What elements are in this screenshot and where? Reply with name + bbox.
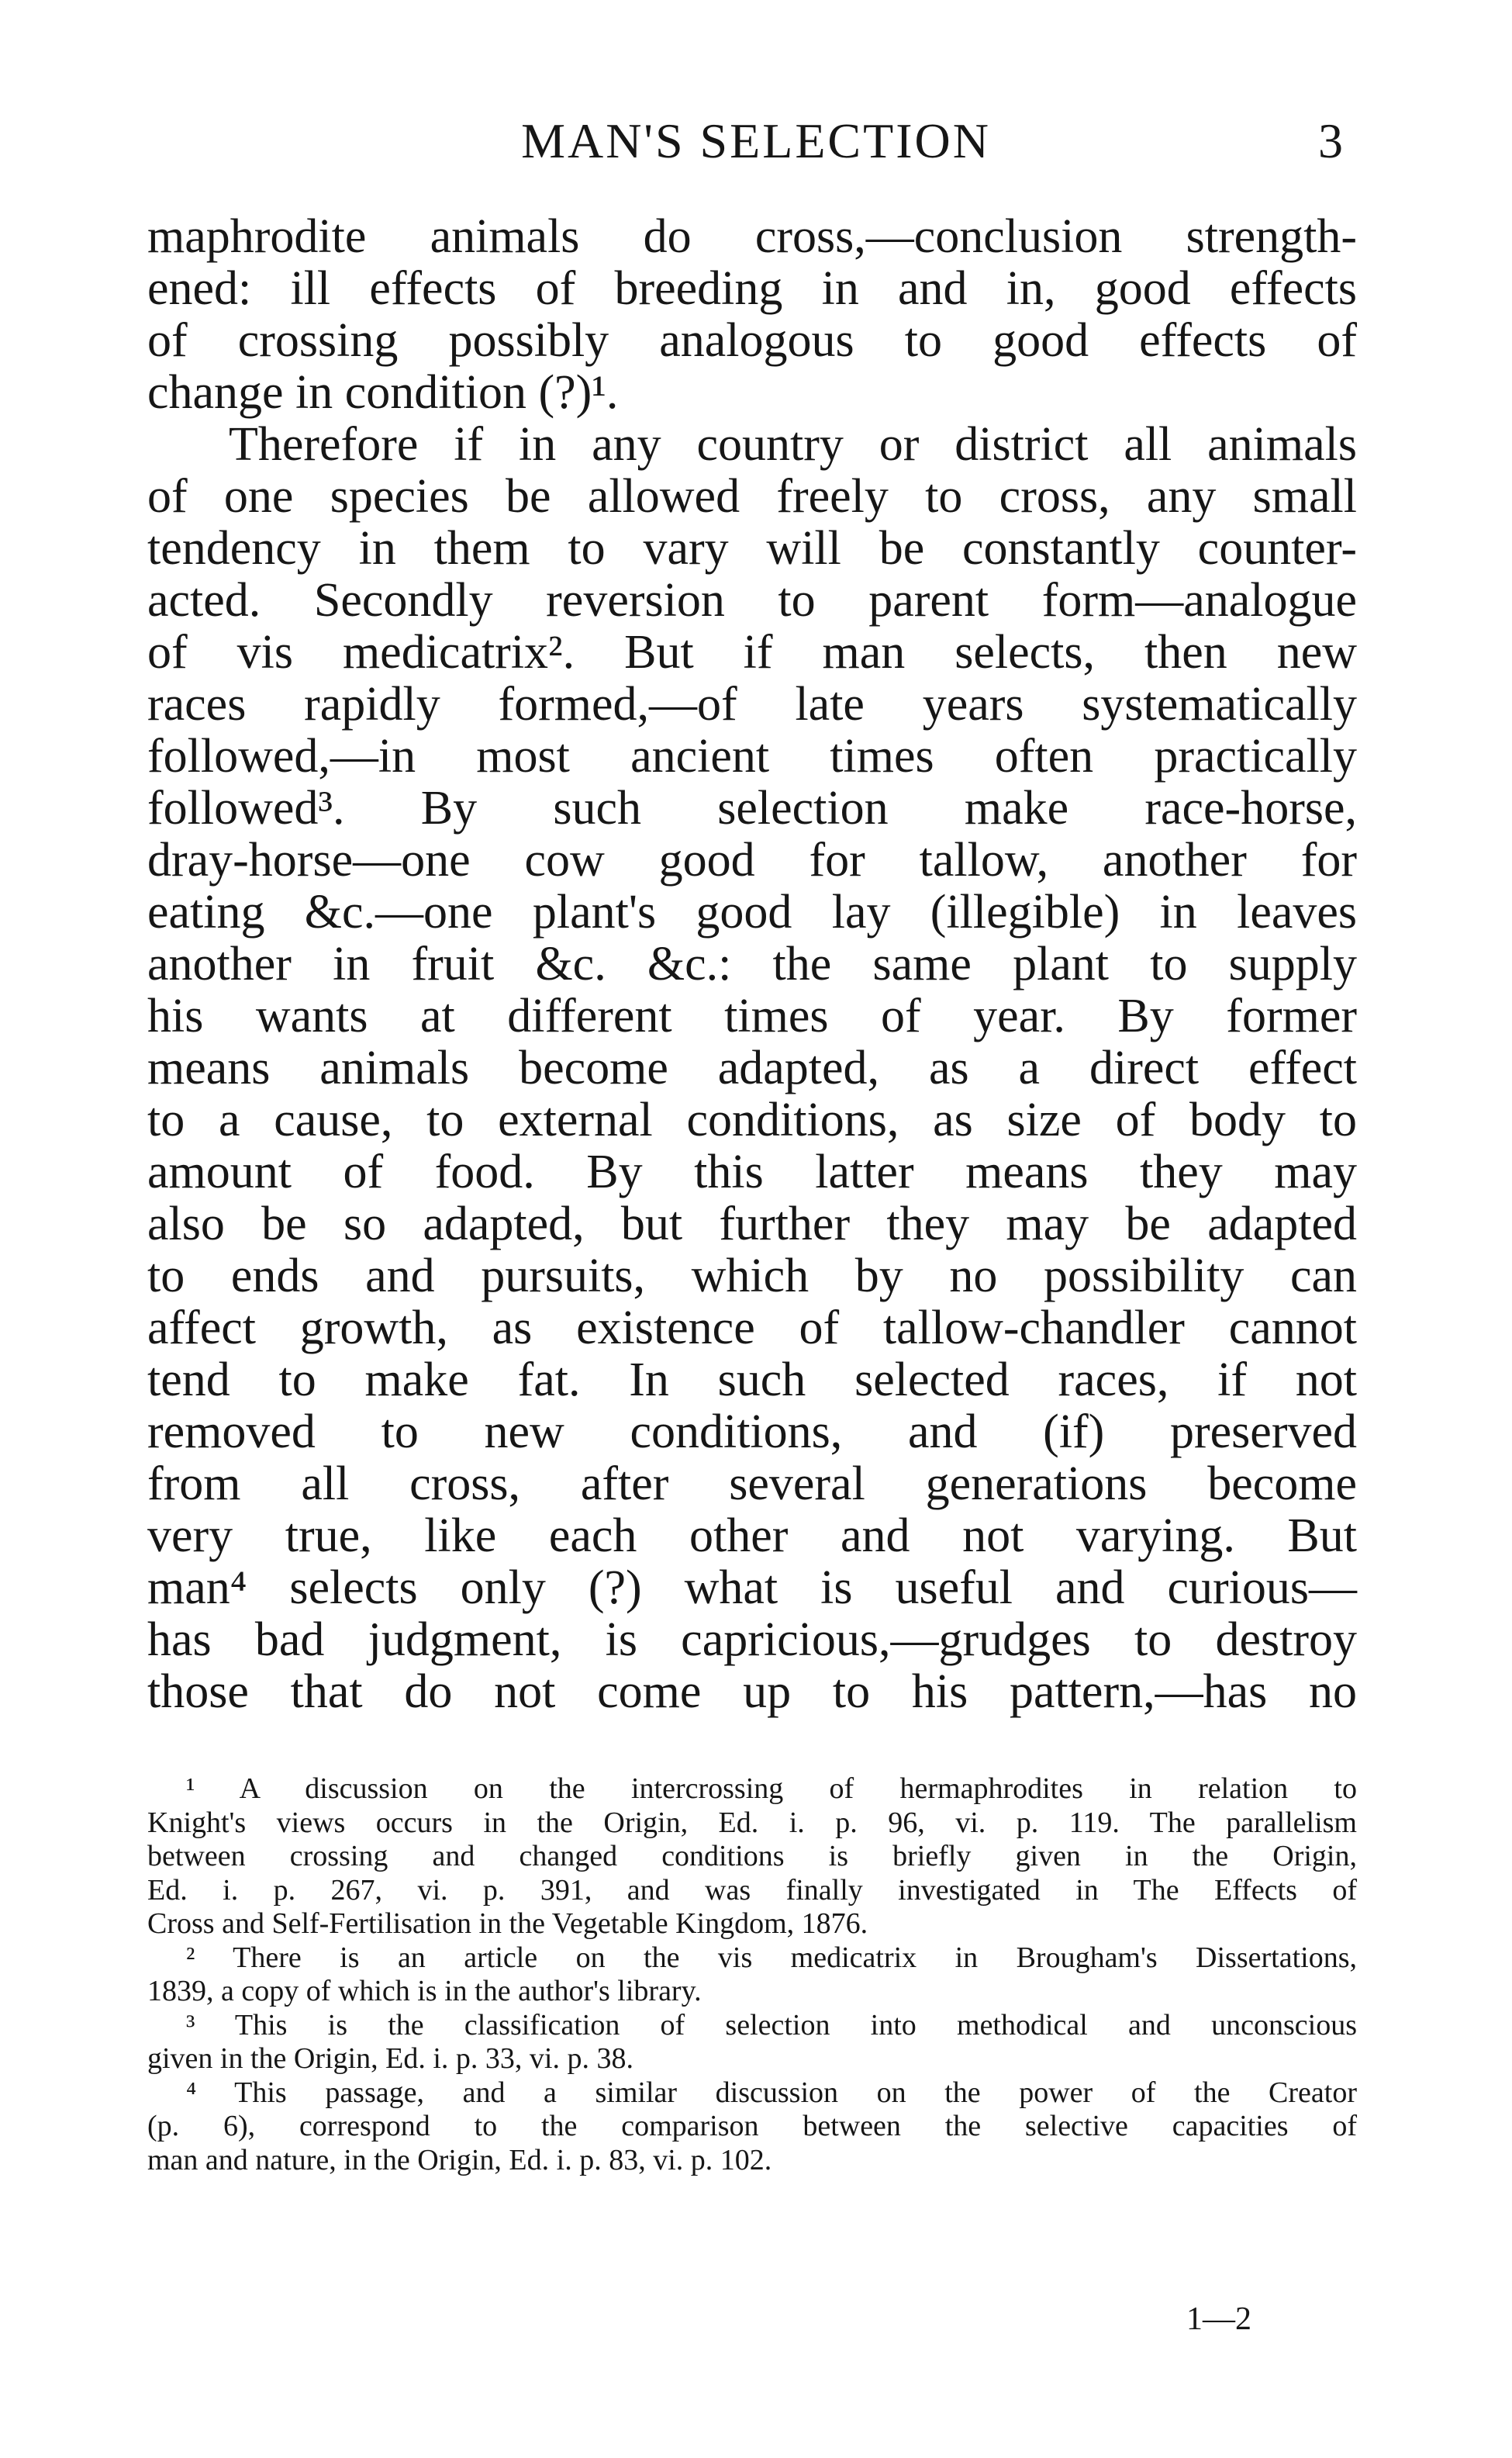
body-text <box>147 211 1357 1718</box>
body-line: those that do not come up to his pattern,—has no <box>147 1665 1357 1718</box>
footnote-line: given in the Origin, Ed. i. p. 33, vi. p. 38. <box>147 2042 633 2075</box>
body-line: ened: ill effects of breeding in and in, good effects <box>147 262 1357 315</box>
body-line: tend to make fat. In such selected races, if not <box>147 1353 1357 1406</box>
footnote-line: Ed. i. p. 267, vi. p. 391, and was finally investigated in The Effects of <box>147 1873 1357 1907</box>
body-line: followed³. By such selection make race-horse, <box>147 782 1357 835</box>
body-line: also be so adapted, but further they may be adapted <box>147 1198 1357 1250</box>
body-line: races rapidly formed,—of late years systematically <box>147 678 1357 731</box>
body-line: of vis medicatrix². But if man selects, then new <box>147 626 1357 679</box>
body-line: Therefore if in any country or district all animals <box>229 418 1357 471</box>
body-line: his wants at different times of year. By former <box>147 990 1357 1042</box>
footnotes <box>147 1772 1357 2177</box>
body-line: tendency in them to vary will be constantly counter- <box>147 522 1357 575</box>
footnote-line: between crossing and changed conditions is briefly given in the Origin, <box>147 1840 1357 1872</box>
footnote-line: ² There is an article on the vis medicatrix in Brougham's Dissertations, <box>186 1941 1357 1974</box>
body-line: of crossing possibly analogous to good effects of <box>147 314 1357 367</box>
footnote-line: (p. 6), correspond to the comparison between the selective capacities of <box>147 2110 1357 2142</box>
body-line: to a cause, to external conditions, as size of body to <box>147 1094 1357 1146</box>
body-line: very true, like each other and not varying. But <box>147 1509 1357 1562</box>
body-line: means animals become adapted, as a direct effect <box>147 1042 1357 1094</box>
signature-mark: 1—2 <box>1186 2301 1251 2337</box>
footnote-line: ¹ A discussion on the intercrossing of hermaphrodites in relation to <box>186 1772 1357 1805</box>
body-line: acted. Secondly reversion to parent form—analogue <box>147 574 1357 627</box>
body-line: change in condition (?)¹. <box>147 366 619 419</box>
running-head: MAN'S SELECTION <box>521 113 991 168</box>
body-line: amount of food. By this latter means they may <box>147 1146 1357 1198</box>
body-line: another in fruit &c. &c.: the same plant to supply <box>147 938 1357 990</box>
body-line: eating &c.—one plant's good lay (illegible) in leaves <box>147 886 1357 939</box>
footnote-line: Cross and Self-Fertilisation in the Vegetable Kingdom, 1876. <box>147 1907 868 1940</box>
page-header <box>0 110 1512 172</box>
footnote-line: 1839, a copy of which is in the author's library. <box>147 1975 702 2007</box>
body-line: dray-horse—one cow good for tallow, another for <box>147 834 1357 887</box>
page-number: 3 <box>1318 113 1343 168</box>
body-line: has bad judgment, is capricious,—grudges to destroy <box>147 1613 1357 1666</box>
body-line: followed,—in most ancient times often practically <box>147 730 1357 783</box>
footnote-line: ⁴ This passage, and a similar discussion on the power of the Creator <box>186 2076 1357 2109</box>
body-line: from all cross, after several generations become <box>147 1457 1357 1510</box>
footnote-line: ³ This is the classification of selection into methodical and unconscious <box>186 2008 1357 2041</box>
body-line: affect growth, as existence of tallow-chandler cannot <box>147 1302 1357 1354</box>
footnote-line: Knight's views occurs in the Origin, Ed. i. p. 96, vi. p. 119. The parallelism <box>147 1806 1357 1839</box>
body-line: man⁴ selects only (?) what is useful and curious— <box>147 1561 1357 1614</box>
body-line: to ends and pursuits, which by no possibility can <box>147 1250 1357 1302</box>
body-line: of one species be allowed freely to cross, any small <box>147 470 1357 523</box>
footnote-line: man and nature, in the Origin, Ed. i. p. 83, vi. p. 102. <box>147 2143 772 2176</box>
body-line: removed to new conditions, and (if) preserved <box>147 1405 1357 1458</box>
body-line: maphrodite animals do cross,—conclusion strength- <box>147 210 1357 263</box>
